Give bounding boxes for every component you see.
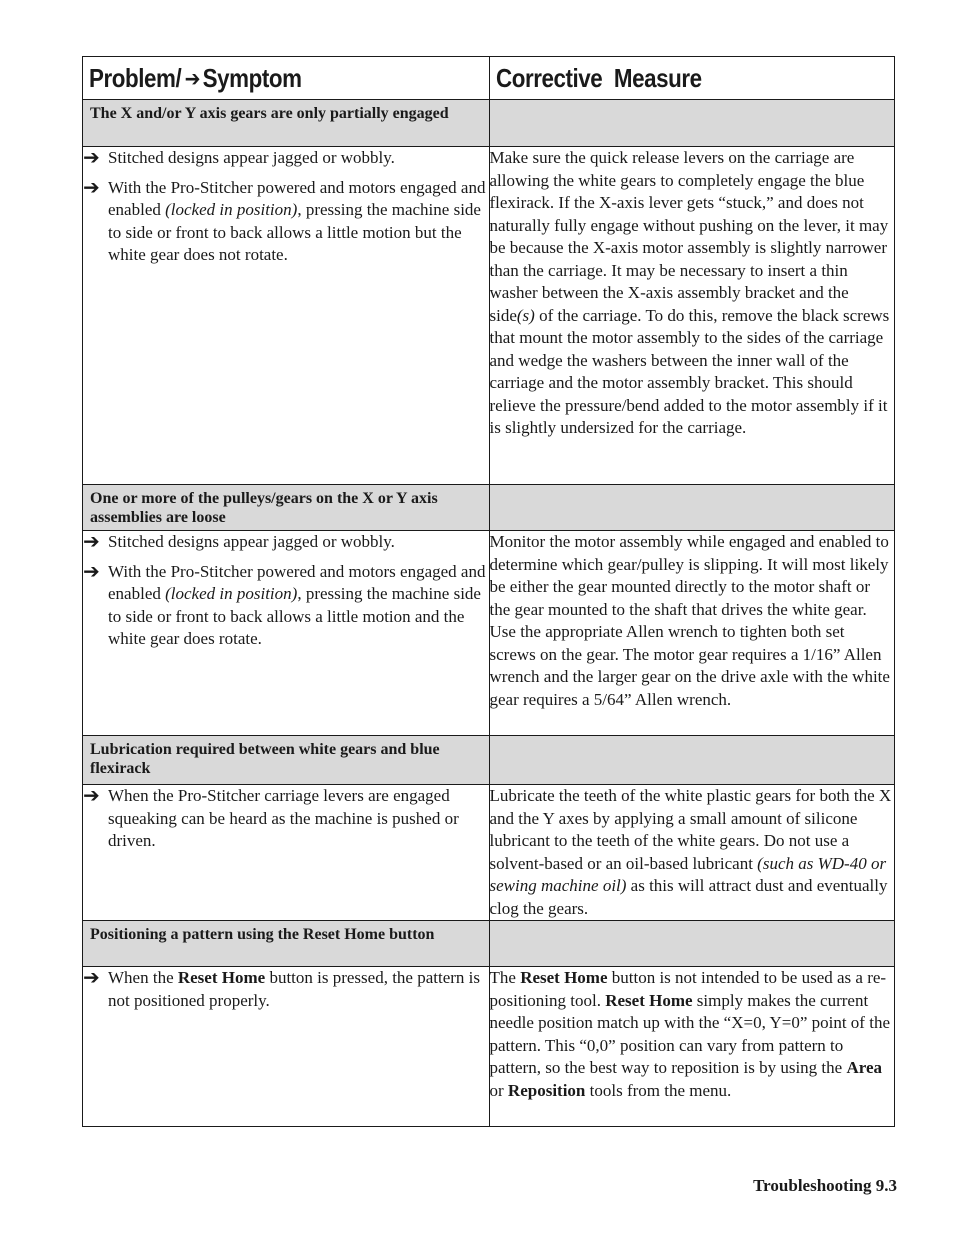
symptom-item xyxy=(83,561,489,651)
section-body-row xyxy=(83,785,895,921)
section-empty-cell xyxy=(489,100,895,147)
section-header-row xyxy=(83,736,895,785)
section-title: Positioning a pattern using the Reset Home button xyxy=(83,921,490,967)
symptom-cell xyxy=(83,147,490,485)
symptom-item xyxy=(83,177,489,267)
symptom-text: When the Reset Home button is pressed, the pattern is not positioned properly. xyxy=(108,968,481,1010)
symptom-text: With the Pro-Stitcher powered and motors engaged and enabled (locked in position), pressing the machine side to side or front to back allows a little motion and the white gear does rotate. xyxy=(108,561,486,648)
symptom-cell xyxy=(83,531,490,736)
measure-label: Corrective Measure xyxy=(495,62,702,93)
symptom-item xyxy=(83,147,489,170)
right-arrow-icon: ➔ xyxy=(83,147,100,169)
section-title: One or more of the pulleys/gears on the X or Y axis assemblies are loose xyxy=(83,485,490,531)
section-header-row xyxy=(83,485,895,531)
right-arrow-icon: ➔ xyxy=(184,65,201,91)
corrective-measure-text: Lubricate the teeth of the white plastic gears for both the X and the Y axes by applying a small amount of silicone lubricant to the teeth of the white gears. Do not use a solvent-based or an oil-based lubricant (such as WD-40 or sewing machine oil) as this will attract dust and eventually clog the gears. xyxy=(489,786,892,918)
symptom-item xyxy=(83,531,489,554)
right-arrow-icon: ➔ xyxy=(83,531,100,553)
section-title: Lubrication required between white gears and blue flexirack xyxy=(83,736,490,785)
section-empty-cell xyxy=(489,921,895,967)
section-empty-cell xyxy=(489,736,895,785)
corrective-measure-text: Monitor the motor assembly while engaged and enabled to determine which gear/pulley is slipping. It will most likely be either the gear mounted directly to the motor shaft or the gear mounted to the shaft that drives the white gear. Use the appropriate Allen wrench to tighten both set screws on the gear. The motor gear requires a 1/16” Allen wrench and the larger gear on the drive axle with the white gear requires a 5/64” Allen wrench. xyxy=(489,532,890,709)
right-arrow-icon: ➔ xyxy=(83,560,100,583)
corrective-measure-cell xyxy=(489,531,895,736)
symptom-text: With the Pro-Stitcher powered and motors engaged and enabled (locked in position), pressing the machine side to side or front to back allows a little motion but the white gear does not rotate. xyxy=(108,177,486,264)
symptom-text: When the Pro-Stitcher carriage levers are engaged squeaking can be heard as the machine is pushed or driven. xyxy=(108,786,459,850)
symptom-text: Stitched designs appear jagged or wobbly. xyxy=(108,532,395,551)
symptom-item xyxy=(83,967,489,1012)
section-body-row xyxy=(83,147,895,485)
corrective-measure-text: The Reset Home button is not intended to be used as a re-positioning tool. Reset Home simply makes the current needle position match up with the “X=0, Y=0” point of the pattern. This “0,0” position can vary from pattern to pattern, so the best way to reposition is by using the Area or Reposition tools from the menu. xyxy=(489,968,890,1100)
right-arrow-icon: ➔ xyxy=(83,176,100,199)
corrective-measure-text: Make sure the quick release levers on the carriage are allowing the white gears to completely engage the blue flexirack. If the X-axis lever gets “stuck,” and does not naturally fully engage without pushing on the lever, it may be because the X-axis motor assembly is slightly narrower than the carriage. It may be necessary to insert a thin washer between the X-axis assembly bracket and the side(s) of the carriage. To do this, remove the black screws that mount the motor assembly to the sides of the carriage and wedge the washers between the inner wall of the carriage and the motor assembly bracket. This should relieve the pressure/bend added to the motor assembly if it is slightly undersized for the carriage. xyxy=(489,148,890,437)
section-empty-cell xyxy=(489,485,895,531)
section-body-row xyxy=(83,967,895,1127)
problem-symptom-header xyxy=(83,57,490,100)
symptom-cell xyxy=(83,967,490,1127)
symptom-cell xyxy=(83,785,490,921)
symptom-item xyxy=(83,785,489,853)
corrective-measure-cell xyxy=(489,967,895,1127)
page-footer: Troubleshooting 9.3 xyxy=(753,1176,897,1195)
corrective-measure-cell xyxy=(489,147,895,485)
troubleshooting-table xyxy=(82,56,895,1127)
section-body-row xyxy=(83,531,895,736)
corrective-measure-cell xyxy=(489,785,895,921)
section-header-row xyxy=(83,921,895,967)
corrective-measure-header xyxy=(489,57,895,100)
symptom-label: Symptom xyxy=(202,62,302,93)
symptom-text: Stitched designs appear jagged or wobbly. xyxy=(108,148,395,167)
section-title: The X and/or Y axis gears are only partially engaged xyxy=(83,100,490,147)
table-header-row xyxy=(83,57,895,100)
right-arrow-icon: ➔ xyxy=(83,967,100,989)
problem-label: Problem/ xyxy=(89,62,182,93)
section-header-row xyxy=(83,100,895,147)
right-arrow-icon: ➔ xyxy=(83,785,100,807)
